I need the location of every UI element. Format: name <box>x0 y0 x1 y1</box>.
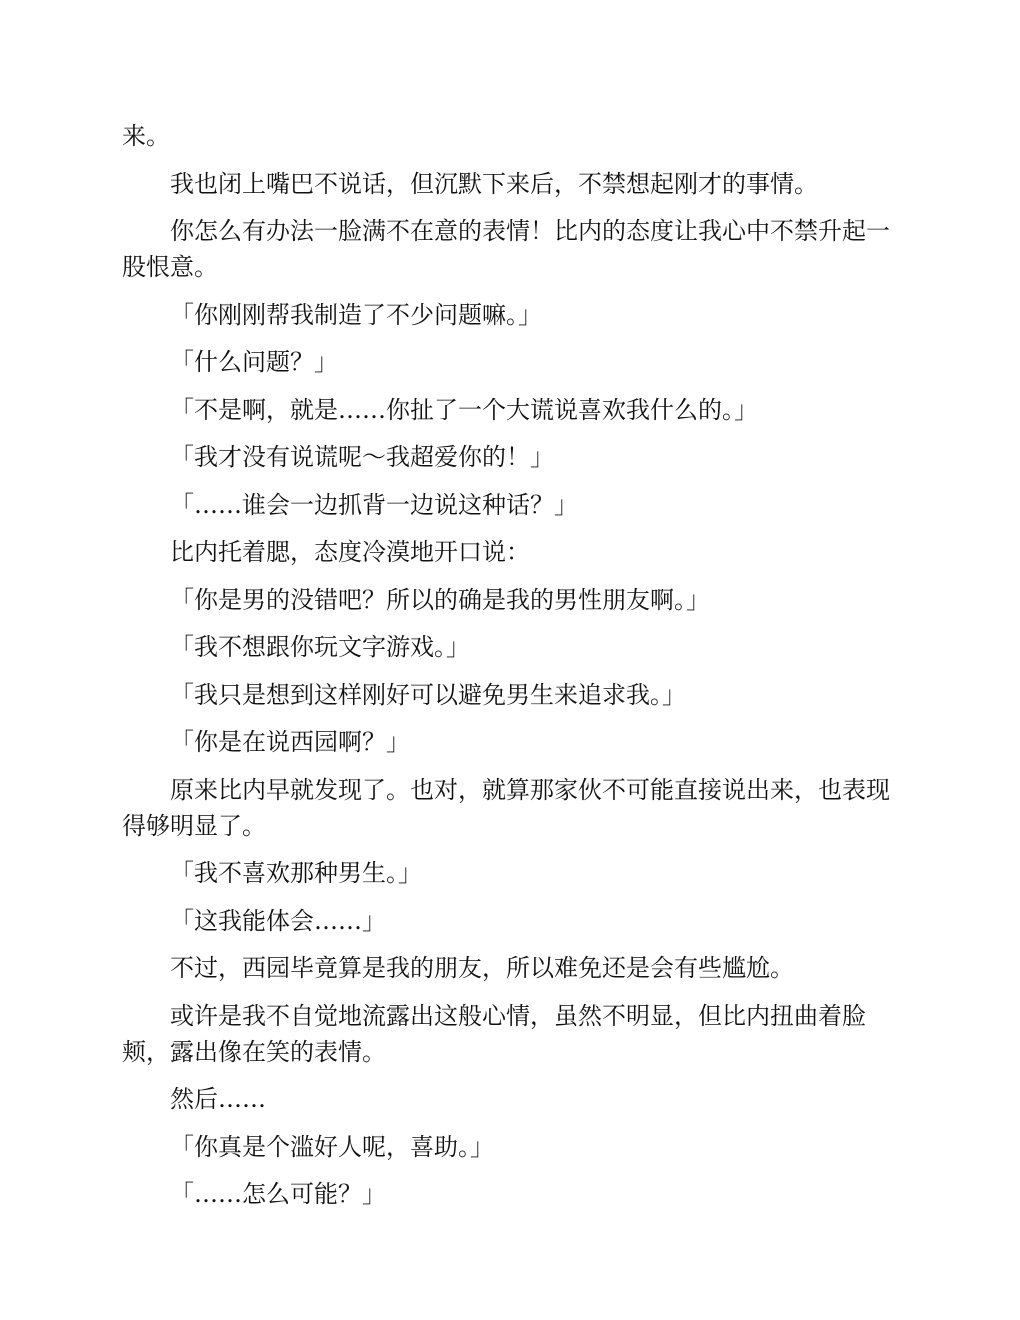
dialogue-line: 「你是男的没错吧？所以的确是我的男性朋友啊。」 <box>170 585 710 614</box>
dialogue-line: 「什么问题？」 <box>170 348 338 376</box>
dialogue-line: 「你是在说西园啊？」 <box>170 728 410 756</box>
document-page <box>122 118 898 1224</box>
paragraph: 来。 <box>122 122 170 150</box>
dialogue-line: 「不是啊，就是……你扯了一个大谎说喜欢我什么的。」 <box>170 395 758 424</box>
paragraph: 不过，西园毕竟算是我的朋友，所以难免还是会有些尴尬。 <box>170 954 794 982</box>
dialogue-line: 「我才没有说谎呢～我超爱你的！」 <box>170 443 554 471</box>
dialogue-line: 「我不喜欢那种男生。」 <box>170 859 422 887</box>
paragraph: 比内托着腮，态度冷漠地开口说： <box>170 538 530 566</box>
paragraph: 然后…… <box>170 1085 266 1113</box>
dialogue-line: 「这我能体会……」 <box>170 906 386 935</box>
dialogue-line: 「我只是想到这样刚好可以避免男生来追求我。」 <box>170 680 686 709</box>
paragraph: 你怎么有办法一脸满不在意的表情！比内的态度让我心中不禁升起一股恨意。 <box>122 217 890 281</box>
dialogue-line: 「……怎么可能？」 <box>170 1180 386 1208</box>
paragraph: 或许是我不自觉地流露出这般心情，虽然不明显，但比内扭曲着脸颊，露出像在笑的表情。 <box>122 1001 866 1066</box>
dialogue-line: 「你真是个滥好人呢，喜助。」 <box>170 1132 494 1161</box>
paragraph: 我也闭上嘴巴不说话，但沉默下来后，不禁想起刚才的事情。 <box>170 169 818 198</box>
dialogue-line: 「我不想跟你玩文字游戏。」 <box>170 633 470 661</box>
paragraph: 原来比内早就发现了。也对，就算那家伙不可能直接说出来，也表现得够明显了。 <box>122 775 890 840</box>
dialogue-line: 「你刚刚帮我制造了不少问题嘛。」 <box>170 300 542 329</box>
dialogue-line: 「……谁会一边抓背一边说这种话？」 <box>170 490 578 519</box>
